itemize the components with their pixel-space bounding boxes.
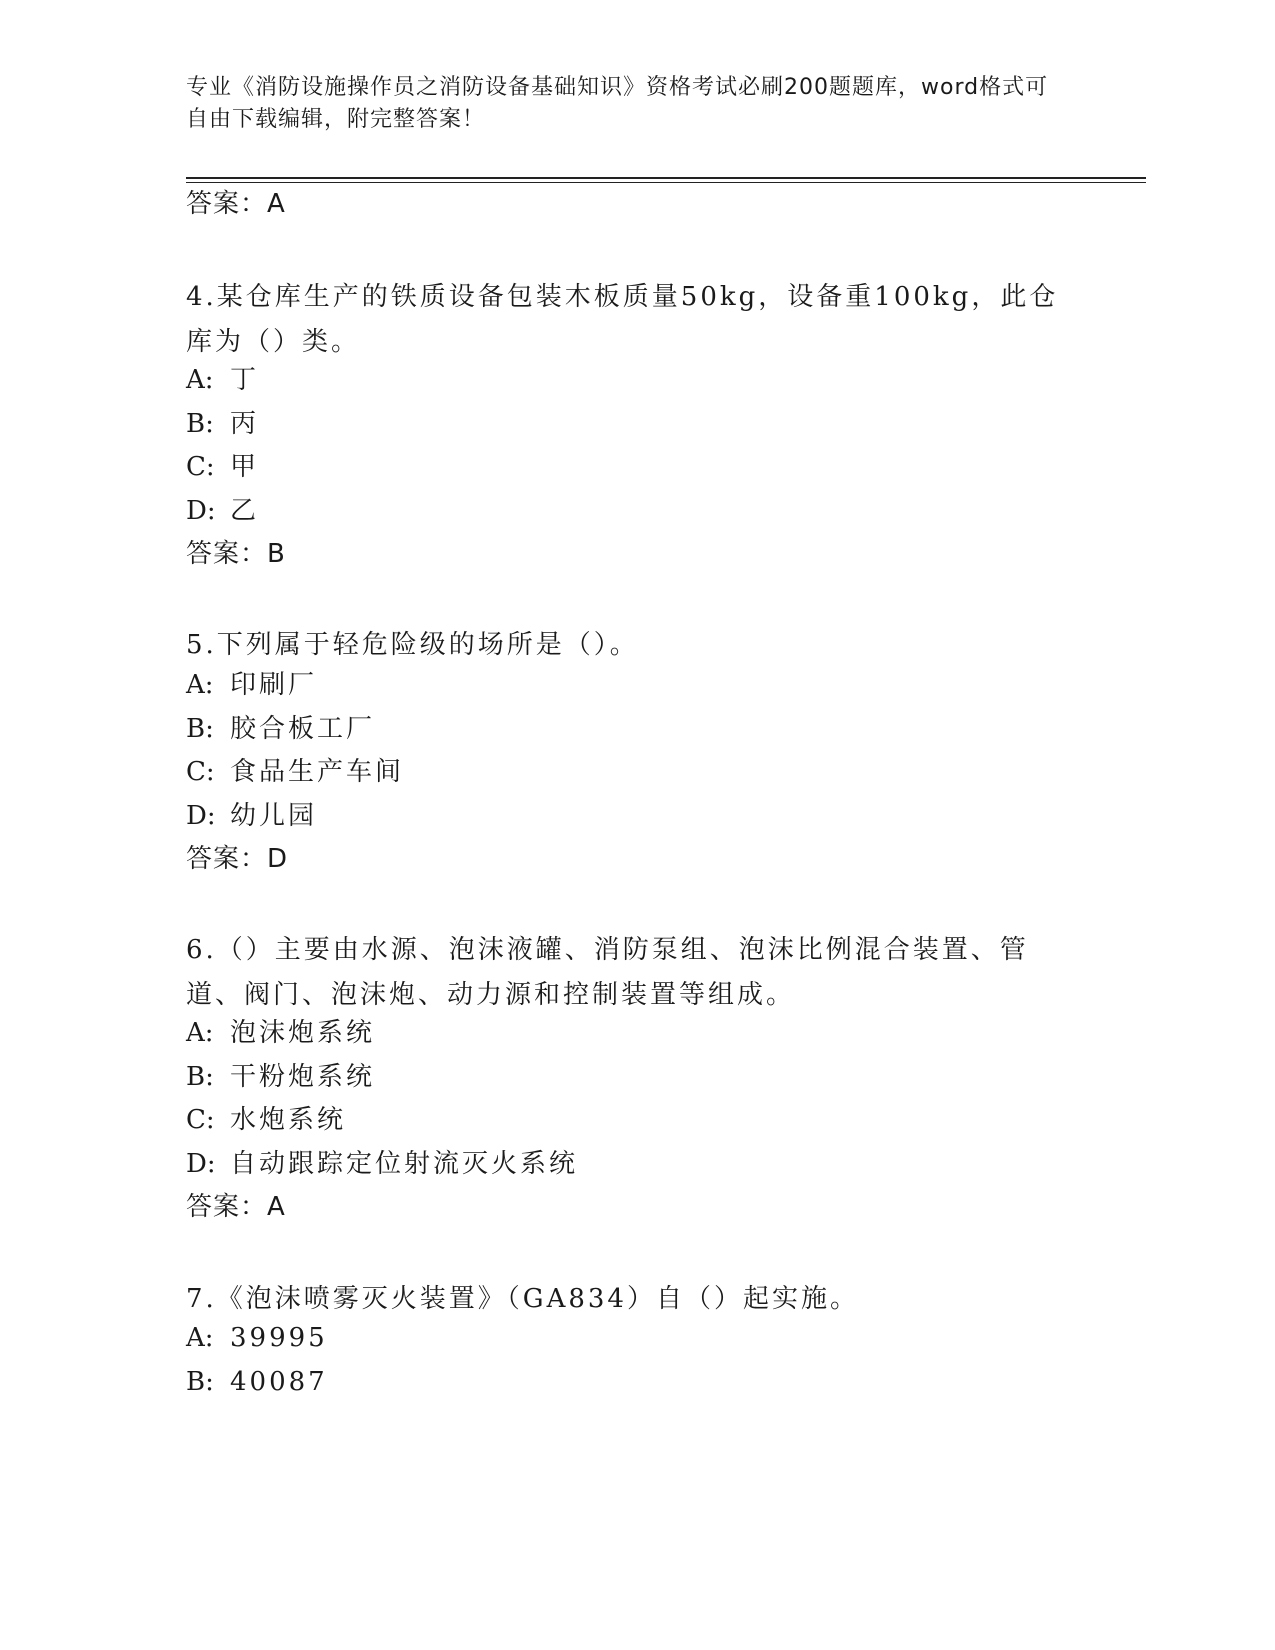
question-7-option-a: A: 39995 <box>186 1323 328 1353</box>
header-divider-thin <box>186 182 1146 183</box>
question-4-option-c: C: 甲 <box>186 452 260 482</box>
question-6-option-c: C: 水炮系统 <box>186 1105 347 1135</box>
previous-answer: 答案：A <box>186 189 286 219</box>
question-4-answer: 答案：B <box>186 539 286 569</box>
question-6-option-d: D: 自动跟踪定位射流灭火系统 <box>186 1149 579 1179</box>
document-header: 专业《消防设施操作员之消防设备基础知识》资格考试必刷200题题库，word格式可自由下载编辑，附完整答案！ <box>186 75 1049 132</box>
question-6-option-b: B: 干粉炮系统 <box>186 1062 376 1092</box>
question-4-option-d: D: 乙 <box>186 496 260 526</box>
question-4-stem: 4.某仓库生产的铁质设备包装木板质量50kg，设备重100kg，此仓库为（）类。 <box>186 282 1059 357</box>
question-6-answer: 答案：A <box>186 1192 286 1222</box>
question-6-stem: 6.（）主要由水源、泡沫液罐、消防泵组、泡沫比例混合装置、管道、阀门、泡沫炮、动力源和控制装置等组成。 <box>186 935 1029 1010</box>
question-4-option-a: A: 丁 <box>186 365 260 395</box>
question-5-option-c: C: 食品生产车间 <box>186 757 405 787</box>
question-7-option-b: B: 40087 <box>186 1367 328 1397</box>
question-4-option-b: B: 丙 <box>186 409 260 439</box>
question-5-stem: 5.下列属于轻危险级的场所是（）。 <box>186 630 639 660</box>
question-5-option-a: A: 印刷厂 <box>186 670 318 700</box>
question-5-answer: 答案：D <box>186 844 289 874</box>
header-divider-thick <box>186 177 1146 179</box>
question-6-option-a: A: 泡沫炮系统 <box>186 1018 376 1048</box>
question-7-stem: 7.《泡沫喷雾灭火装置》（GA834）自（）起实施。 <box>186 1284 859 1314</box>
question-5-option-d: D: 幼儿园 <box>186 801 318 831</box>
question-5-option-b: B: 胶合板工厂 <box>186 714 376 744</box>
